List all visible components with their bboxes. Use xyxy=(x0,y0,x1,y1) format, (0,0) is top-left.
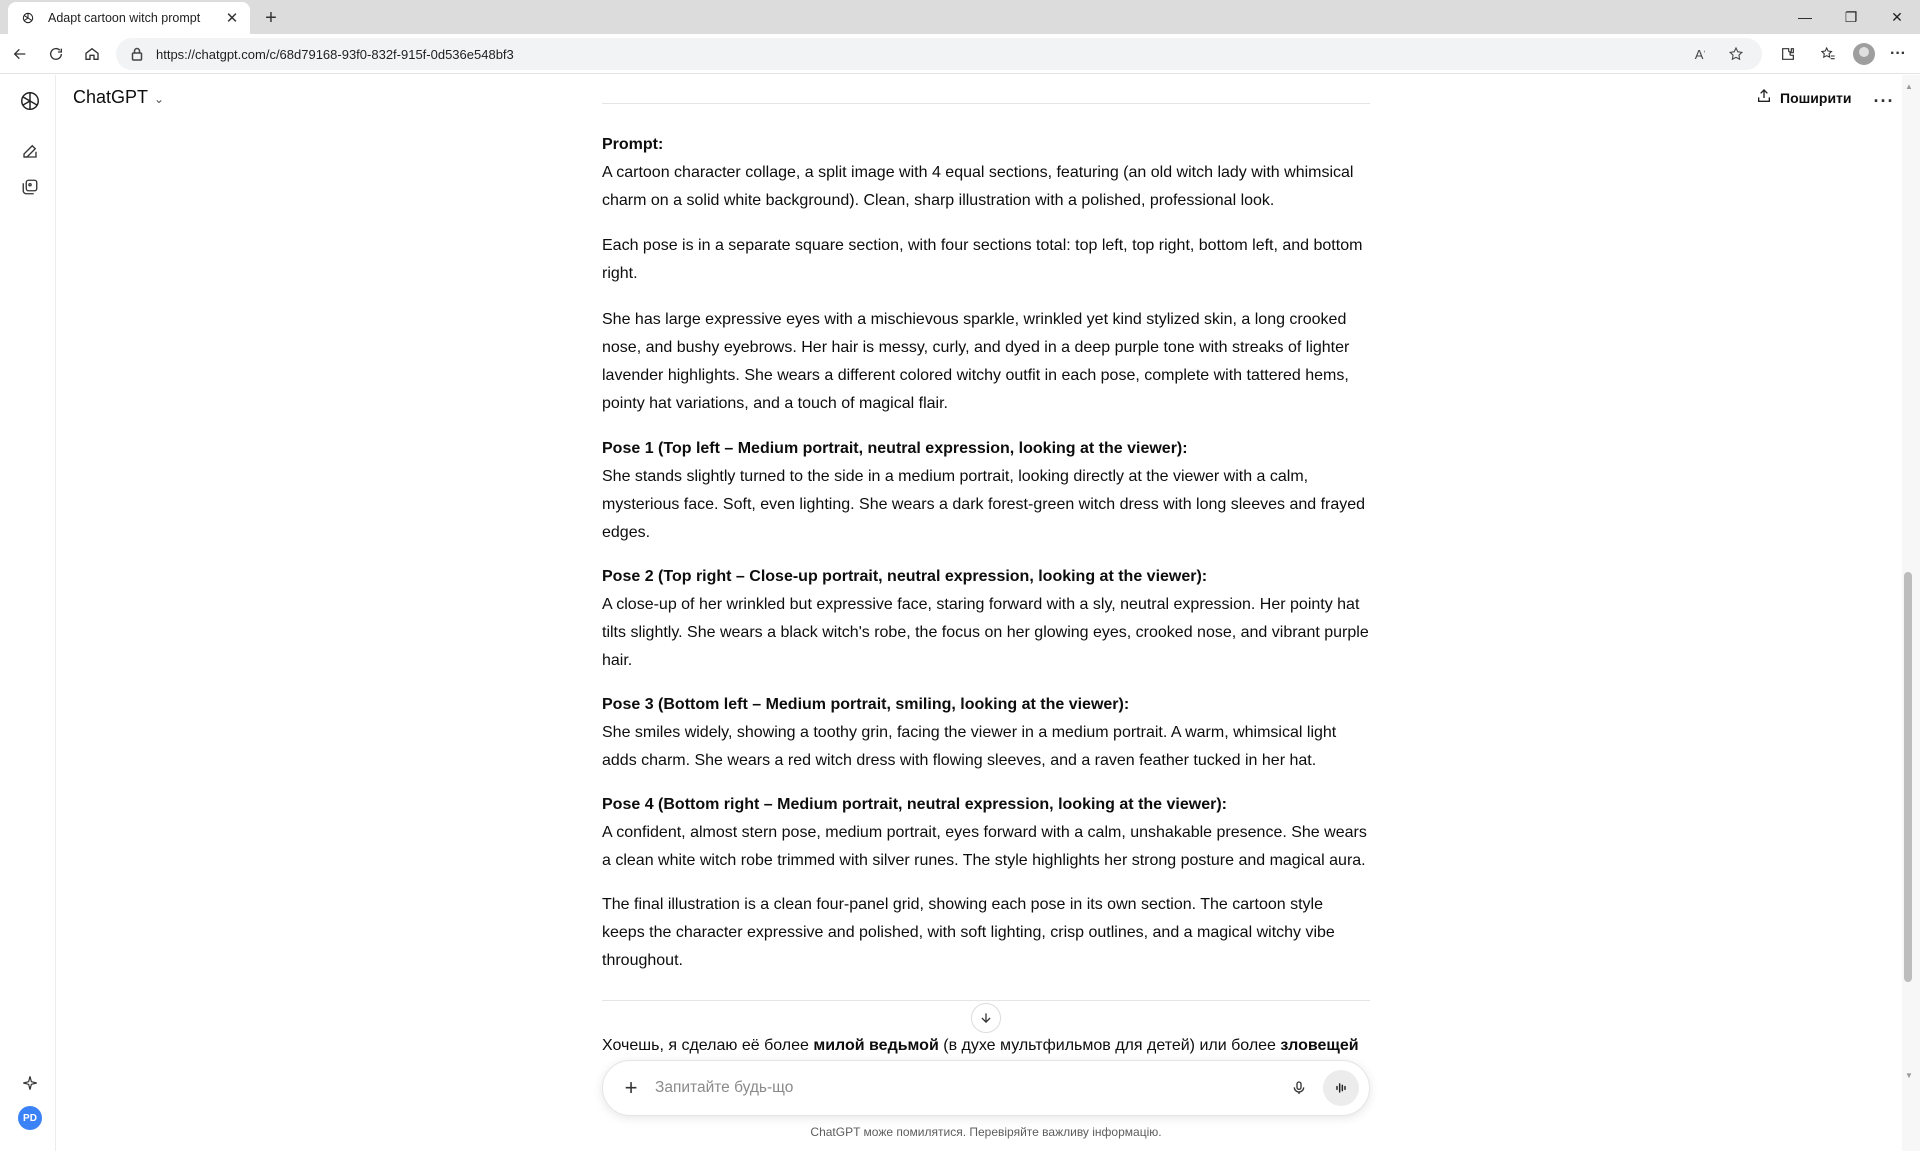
microphone-icon[interactable] xyxy=(1281,1070,1317,1106)
pose-4-text: A confident, almost stern pose, medium portrait, eyes forward with a calm, unshakable presence. She wears a clean white witch robe trimmed with silver runes. The style highlights her strong posture and magical aura. xyxy=(602,824,1367,869)
browser-menu-icon[interactable]: ··· xyxy=(1890,45,1906,62)
model-name: ChatGPT xyxy=(73,87,149,107)
app-sidebar xyxy=(0,75,56,1151)
back-button[interactable] xyxy=(6,40,34,68)
disclaimer-text: ChatGPT може помилятися. Перевіряйте важливу інформацію. xyxy=(810,1125,1162,1139)
followup-text: (в духе мультфильмов для детей) или более xyxy=(938,1037,1281,1054)
tab-close-icon[interactable]: ✕ xyxy=(225,10,239,27)
browser-tab[interactable] xyxy=(8,2,250,34)
browser-tab-strip xyxy=(0,0,1920,34)
share-label: Поширити xyxy=(1780,89,1852,106)
minimize-button[interactable]: — xyxy=(1798,9,1812,25)
openai-logo-icon[interactable] xyxy=(16,87,44,115)
prompt-input[interactable] xyxy=(655,1079,1281,1097)
home-button[interactable] xyxy=(78,40,106,68)
pose-2-title: Pose 2 (Top right – Close-up portrait, neutral expression, looking at the viewer): xyxy=(602,568,1208,585)
sparkle-icon[interactable] xyxy=(16,1069,44,1097)
model-selector[interactable] xyxy=(73,87,164,108)
composer xyxy=(602,1060,1370,1116)
scroll-down-button[interactable] xyxy=(971,1003,1001,1033)
lock-icon[interactable] xyxy=(128,47,146,61)
window-controls xyxy=(1782,0,1920,34)
library-icon[interactable] xyxy=(16,173,44,201)
reload-button[interactable] xyxy=(42,40,70,68)
favorites-icon[interactable] xyxy=(1814,40,1842,68)
pose-2-block xyxy=(602,563,1370,675)
scroll-up-arrow-icon[interactable]: ▲ xyxy=(1905,81,1913,91)
pose-4-block xyxy=(602,791,1370,875)
share-icon xyxy=(1756,88,1772,107)
followup-text: Хочешь, я сделаю её более xyxy=(602,1037,814,1054)
url-text[interactable]: https://chatgpt.com/c/68d79168-93f0-832f-915f-0d536e548bf3 xyxy=(156,46,514,62)
extensions-icon[interactable] xyxy=(1774,40,1802,68)
browser-toolbar xyxy=(0,34,1920,74)
followup-option-2: зловещей xyxy=(1280,1037,1359,1054)
chatgpt-favicon-icon xyxy=(20,10,36,26)
tab-title: Adapt cartoon witch prompt xyxy=(48,11,201,25)
restore-button[interactable]: ❐ xyxy=(1844,8,1858,25)
chevron-down-icon: ⌄ xyxy=(154,91,165,106)
layout-paragraph: Each pose is in a separate square section, with four sections total: top left, top right, bottom left, and bottom right. xyxy=(602,237,1363,282)
followup-option-1: милой ведьмой xyxy=(813,1037,939,1054)
new-tab-button[interactable]: + xyxy=(265,6,277,29)
voice-mode-button[interactable] xyxy=(1323,1070,1359,1106)
favorite-star-icon[interactable] xyxy=(1722,40,1750,68)
profile-icon[interactable] xyxy=(1850,40,1878,68)
user-avatar[interactable]: PD xyxy=(18,1106,42,1130)
pose-3-title: Pose 3 (Bottom left – Medium portrait, smiling, looking at the viewer): xyxy=(602,696,1130,713)
closing-paragraph: The final illustration is a clean four-panel grid, showing each pose in its own section. The cartoon style keeps the character expressive and polished, with soft lighting, crisp outlines, and a magical witchy vibe throughout. xyxy=(602,896,1335,969)
pose-1-title: Pose 1 (Top left – Medium portrait, neutral expression, looking at the viewer): xyxy=(602,440,1188,457)
divider xyxy=(602,103,1370,104)
prompt-intro: A cartoon character collage, a split image with 4 equal sections, featuring (an old witch lady with whimsical charm on a solid white background). Clean, sharp illustration with a polished, professional look. xyxy=(602,164,1354,209)
pose-3-text: She smiles widely, showing a toothy grin, facing the viewer in a medium portrait. A warm, whimsical light adds charm. She wears a red witch dress with flowing sleeves, and a raven feather tucked in her hat. xyxy=(602,724,1337,769)
more-options-icon[interactable]: ··· xyxy=(1873,90,1895,111)
pose-1-block xyxy=(602,435,1370,547)
pose-1-text: She stands slightly turned to the side in a medium portrait, looking directly at the viewer with a calm, mysterious face. Soft, even lighting. She wears a dark forest-green witch dress with long sleeves and frayed edges. xyxy=(602,468,1366,541)
read-aloud-icon[interactable]: A ʼ xyxy=(1694,46,1706,62)
scroll-down-arrow-icon[interactable]: ▼ xyxy=(1905,1070,1913,1080)
prompt-heading: Prompt: xyxy=(602,136,664,153)
add-attachment-button[interactable]: + xyxy=(624,1075,638,1100)
pose-4-title: Pose 4 (Bottom right – Medium portrait, neutral expression, looking at the viewer): xyxy=(602,796,1227,813)
scrollbar-thumb[interactable] xyxy=(1904,572,1912,982)
close-window-button[interactable]: ✕ xyxy=(1891,8,1903,25)
prompt-block xyxy=(602,131,1370,215)
share-button[interactable] xyxy=(1756,88,1852,107)
new-chat-icon[interactable] xyxy=(16,137,44,165)
divider xyxy=(602,1000,1370,1001)
pose-2-text: A close-up of her wrinkled but expressive face, staring forward with a sly, neutral expression. Her pointy hat tilts slightly. She wears a black witch's robe, the focus on her glowing eyes, crooked nose, and vibrant purple hair. xyxy=(602,596,1369,669)
description-paragraph: She has large expressive eyes with a mischievous sparkle, wrinkled yet kind stylized skin, a long crooked nose, and bushy eyebrows. Her hair is messy, curly, and dyed in a deep purple tone with streaks of lighter lavender highlights. She wears a different colored witchy outfit in each pose, complete with tattered hems, pointy hat variations, and a touch of magical flair. xyxy=(602,311,1350,412)
pose-3-block xyxy=(602,691,1370,775)
conversation-panel xyxy=(602,75,1370,1151)
address-bar[interactable] xyxy=(116,38,1762,70)
